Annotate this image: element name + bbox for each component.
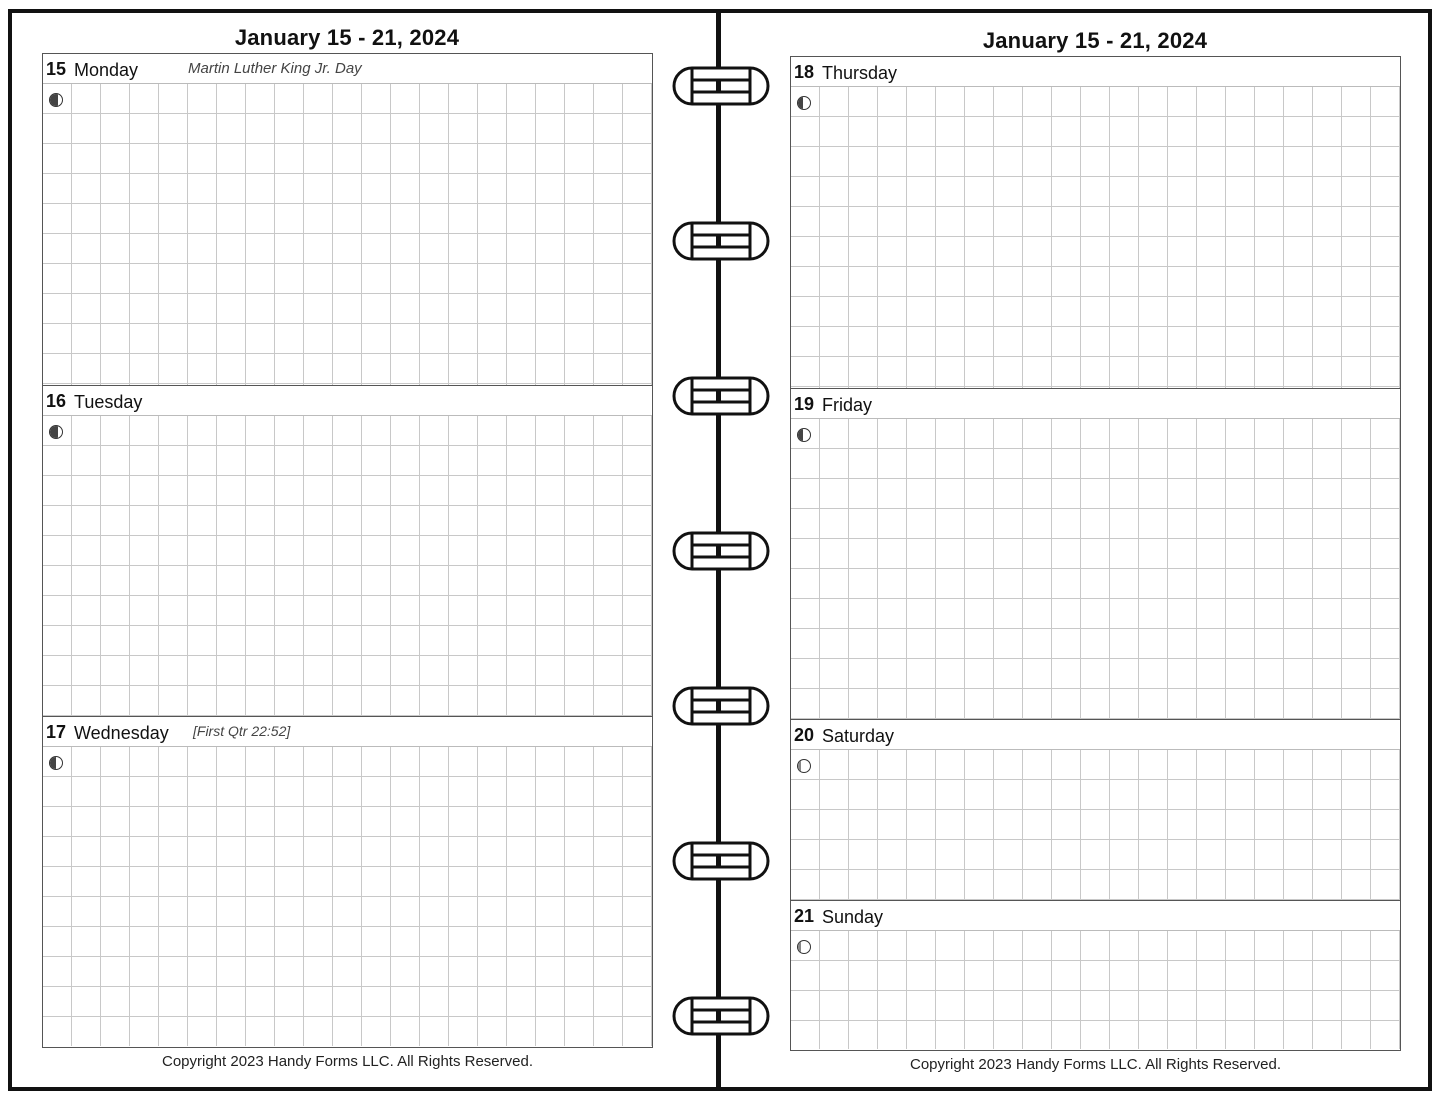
day-tuesday[interactable]: [43, 385, 652, 716]
day-wednesday[interactable]: [43, 716, 652, 1046]
binder-ring-icon: [668, 65, 774, 107]
moon-phase-icon: [49, 93, 63, 107]
day-thursday[interactable]: [791, 57, 1400, 388]
day-number: 20: [794, 725, 815, 745]
notes-grid[interactable]: [791, 931, 1400, 1049]
binder-ring-icon: [668, 995, 774, 1037]
day-number: 16: [46, 391, 67, 411]
day-friday[interactable]: [791, 388, 1400, 719]
day-number: 15: [46, 59, 67, 79]
day-sunday[interactable]: [791, 900, 1400, 1049]
left-page-title: January 15 - 21, 2024: [234, 25, 460, 50]
day-name: Friday: [822, 395, 873, 415]
day-name: Thursday: [822, 63, 898, 83]
notes-grid[interactable]: [791, 87, 1400, 388]
binder-ring-icon: [668, 840, 774, 882]
binder-ring-icon: [668, 685, 774, 727]
moon-phase-icon: [797, 428, 811, 442]
notes-grid[interactable]: [43, 747, 652, 1046]
day-monday[interactable]: [43, 54, 652, 385]
day-name: Saturday: [822, 726, 895, 746]
day-number: 17: [46, 722, 67, 742]
left-copyright: Copyright 2023 Handy Forms LLC. All Rights Reserved.: [161, 1053, 533, 1070]
day-number: 19: [794, 394, 815, 414]
moon-phase-icon: [797, 759, 811, 773]
right-copyright: Copyright 2023 Handy Forms LLC. All Rights Reserved.: [909, 1056, 1281, 1073]
moon-phase-icon: [49, 425, 63, 439]
day-name: Tuesday: [74, 392, 143, 412]
notes-grid[interactable]: [791, 750, 1400, 900]
moon-phase-note: [First Qtr 22:52]: [193, 723, 291, 739]
day-name: Sunday: [822, 907, 884, 927]
notes-grid[interactable]: [43, 416, 652, 716]
binder-ring-icon: [668, 530, 774, 572]
holiday-note: Martin Luther King Jr. Day: [188, 60, 362, 77]
day-name: Monday: [74, 60, 139, 80]
left-page-box: [42, 53, 653, 1048]
day-number: 21: [794, 906, 815, 926]
moon-phase-icon: [797, 940, 811, 954]
right-page-title: January 15 - 21, 2024: [982, 28, 1208, 53]
notes-grid[interactable]: [43, 84, 652, 385]
day-saturday[interactable]: [791, 719, 1400, 900]
day-name: Wednesday: [74, 723, 169, 743]
day-number: 18: [794, 62, 815, 82]
moon-phase-icon: [49, 756, 63, 770]
notes-grid[interactable]: [791, 419, 1400, 719]
moon-phase-icon: [797, 96, 811, 110]
right-page-box: [790, 56, 1401, 1051]
binder-ring-icon: [668, 220, 774, 262]
binder-ring-icon: [668, 375, 774, 417]
